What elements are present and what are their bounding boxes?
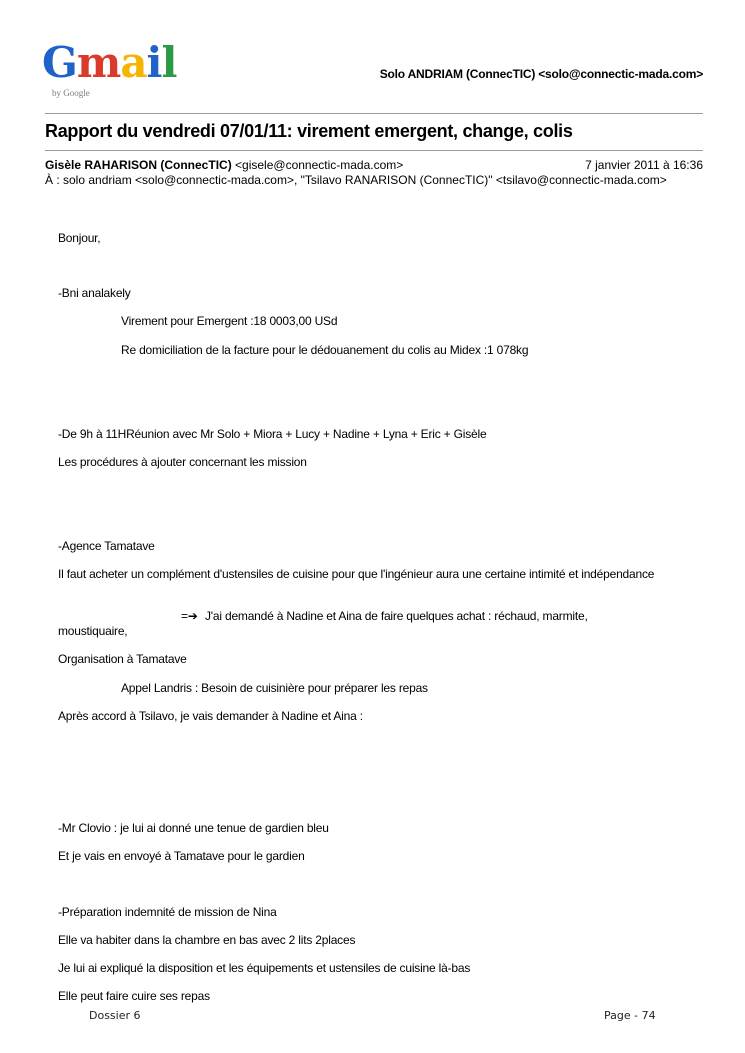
email-from (45, 158, 403, 172)
arrow-glyph: =➔ (181, 609, 198, 623)
header-divider (45, 113, 703, 114)
body-line: Les procédures à ajouter concernant les mission (58, 455, 307, 469)
body-line: Je lui ai expliqué la disposition et les équipements et ustensiles de cuisine là-bas (58, 961, 471, 975)
body-line: -Bni analakely (58, 286, 131, 300)
gmail-logo-wordmark (42, 38, 177, 87)
body-line: -Mr Clovio : je lui ai donné une tenue de gardien bleu (58, 821, 329, 835)
logo-letter: a (120, 38, 147, 87)
footer-dossier: Dossier 6 (89, 1009, 141, 1022)
body-line: Après accord à Tsilavo, je vais demander à Nadine et Aina : (58, 709, 363, 723)
footer-page-number: Page - 74 (604, 1009, 656, 1022)
body-line: J'ai demandé à Nadine et Aina de faire quelques achat : réchaud, marmite, (205, 609, 588, 623)
logo-letter: G (42, 38, 77, 87)
body-line: -Préparation indemnité de mission de Nina (58, 905, 277, 919)
body-line: Organisation à Tamatave (58, 652, 187, 666)
gmail-logo (42, 38, 177, 102)
logo-letter: m (76, 38, 121, 87)
body-line: Elle va habiter dans la chambre en bas avec 2 lits 2places (58, 933, 356, 947)
logo-letter: i (146, 38, 162, 87)
body-paragraph: Il faut acheter un complément d'ustensiles de cuisine pour que l'ingénieur aura une certaine intimité et indépendance (58, 567, 655, 581)
sender-name: Gisèle RAHARISON (ConnecTIC) (45, 158, 232, 172)
body-line: -De 9h à 11HRéunion avec Mr Solo + Miora + Lucy + Nadine + Lyna + Eric + Gisèle (58, 427, 487, 441)
subject-divider (45, 150, 703, 151)
greeting: Bonjour, (58, 231, 101, 245)
body-line: Appel Landris : Besoin de cuisinière pour préparer les repas (121, 681, 428, 695)
body-line: moustiquaire, (58, 624, 128, 638)
body-line: Virement pour Emergent :18 0003,00 USd (121, 314, 338, 328)
email-subject: Rapport du vendredi 07/01/11: virement emergent, change, colis (45, 121, 573, 141)
logo-letter: l (161, 38, 177, 87)
body-line: Elle peut faire cuire ses repas (58, 989, 210, 1003)
body-line: Et je vais en envoyé à Tamatave pour le gardien (58, 849, 305, 863)
account-name: Solo ANDRIAM (ConnecTIC) <solo@connectic-mada.com> (379, 67, 703, 81)
body-line: -Agence Tamatave (58, 539, 155, 553)
body-line: Re domiciliation de la facture pour le dédouanement du colis au Midex :1 078kg (121, 343, 529, 357)
sender-email: <gisele@connectic-mada.com> (235, 158, 404, 172)
logo-by-google: by Google (52, 88, 90, 98)
email-date: 7 janvier 2011 à 16:36 (585, 158, 703, 172)
email-recipients: À : solo andriam <solo@connectic-mada.com>, "Tsilavo RANARISON (ConnecTIC)" <tsilavo@connectic-mada.com> (45, 173, 667, 187)
